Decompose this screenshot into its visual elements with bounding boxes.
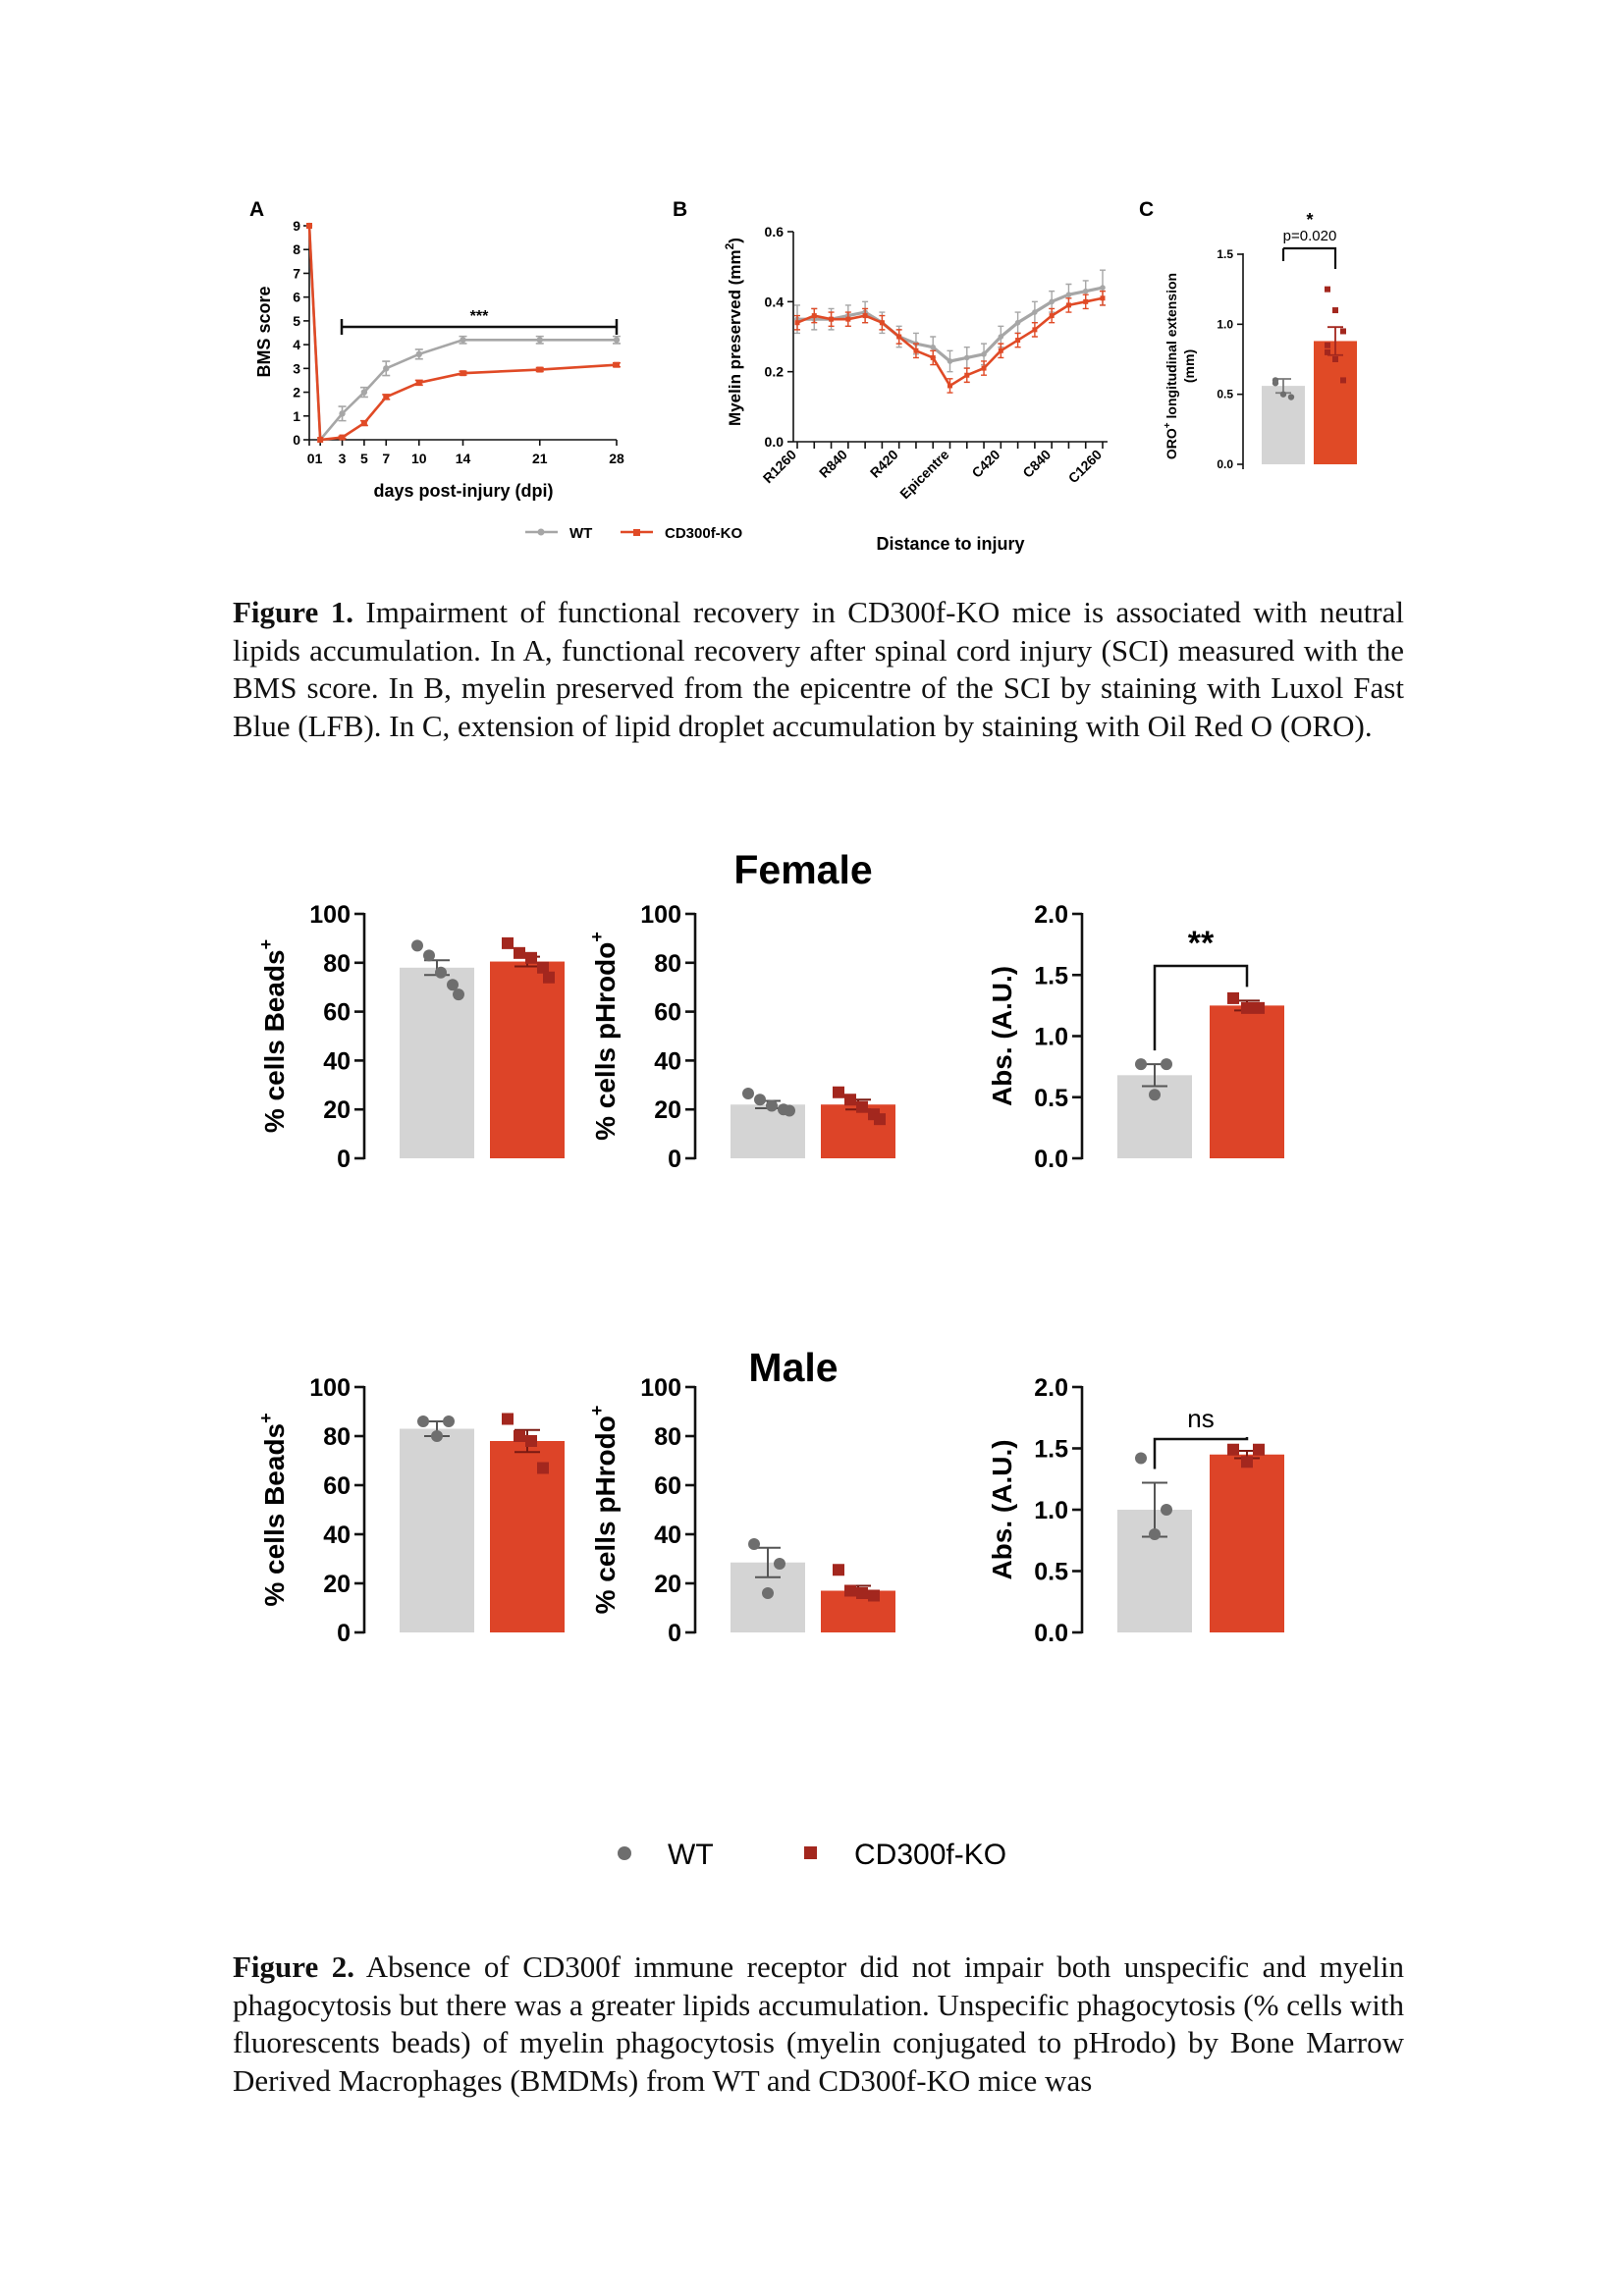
ytick-label: 60 (323, 998, 351, 1027)
panel-b-line-ko (797, 298, 1103, 386)
panel-b-point-ko (863, 313, 868, 318)
figure-2-panel-female-abs (987, 901, 1284, 1173)
point-wt (443, 1415, 455, 1427)
panel-b-point-ko (1032, 327, 1037, 332)
ytick-label: 0.0 (1034, 1620, 1068, 1647)
ytick-label: 40 (323, 1047, 351, 1076)
ytick-label: 40 (654, 1522, 681, 1549)
point-ko (1241, 1456, 1253, 1468)
point-ko (856, 1587, 868, 1599)
panel-b-point-ko (829, 317, 834, 322)
point-wt (1135, 1058, 1147, 1070)
panel-a-point-wt (339, 410, 345, 416)
ytick-label: 0.5 (1034, 1558, 1068, 1586)
panel-a-point-wt (614, 337, 620, 343)
panel-b-ytick-label: 0.6 (764, 224, 784, 240)
panel-a-point-wt (537, 337, 543, 343)
panel-b-point-ko (880, 320, 885, 325)
figure-1-caption-text: Impairment of functional recovery in CD300f-KO mice is associated with neutral lipids accumulation. In A, functional recovery after spinal cord injury (SCI) measured with the BMS score. In B, myelin preserved from the epicentre of the SCI by staining with Luxol Fast Blue (LFB). In C, extension of lipid droplet accumulation by staining with Oil Red O (ORO). (233, 595, 1405, 743)
figure-1-caption-label: Figure 1. (233, 595, 353, 629)
panel-a-point-ko (537, 367, 543, 373)
ytick-label: 2.0 (1034, 901, 1068, 929)
panel-a-ytick-label: 7 (293, 265, 300, 282)
ytick-label: 60 (323, 1472, 351, 1500)
panel-c-point-ko (1325, 343, 1330, 348)
panel-c-ytick-label: 0.0 (1217, 457, 1233, 471)
bar-ko (1210, 1455, 1284, 1632)
y-axis-label: % cells pHrodo+ (587, 932, 621, 1141)
panel-c-bars (1262, 287, 1357, 464)
y-axis-label: Abs. (A.U.) (987, 1439, 1017, 1580)
ytick-label: 1.0 (1034, 1497, 1068, 1524)
ytick-label: 80 (654, 1423, 681, 1451)
point-ko (833, 1087, 844, 1098)
point-ko (856, 1101, 868, 1113)
panel-c-sig-bracket (1283, 210, 1337, 269)
panel-c-point-ko (1325, 349, 1330, 355)
ytick-label: 1.0 (1034, 1023, 1068, 1051)
panel-b-point-ko (812, 313, 817, 318)
panel-b-point-wt (1066, 292, 1072, 297)
legend-ko-label: CD300f-KO (665, 525, 743, 542)
panel-a-xtick-label: 3 (338, 451, 347, 466)
panel-b-point-ko (947, 383, 952, 388)
point-wt (423, 949, 435, 961)
panel-c-ytick-label: 1.0 (1217, 317, 1233, 332)
point-ko (1253, 1002, 1265, 1014)
ytick-label: 80 (323, 1423, 351, 1451)
figure-2-panels (256, 901, 1284, 1647)
point-ko (1253, 1444, 1265, 1456)
point-ko (537, 1463, 549, 1474)
panel-b-point-ko (964, 373, 969, 378)
panel-a-sig: *** (469, 308, 489, 325)
point-wt (762, 1587, 774, 1599)
panel-b-series (794, 270, 1106, 393)
panel-c-ytick-label: 0.5 (1217, 387, 1233, 401)
panel-b-xtick-label: C420 (968, 446, 1003, 481)
panel-c-bar-wt (1262, 386, 1305, 464)
point-wt (1161, 1058, 1172, 1070)
panel-a-point-wt (383, 365, 389, 371)
y-axis-label: Abs. (A.U.) (987, 965, 1017, 1107)
panel-a-sig-bracket (342, 308, 617, 335)
panel-b-point-ko (845, 317, 850, 322)
panel-a-point-ko (614, 362, 620, 368)
figure-1-caption (233, 594, 1404, 745)
point-ko (844, 1094, 856, 1105)
figure-2-title-female: Female (733, 847, 873, 892)
panel-c-yticks (1217, 247, 1243, 471)
point-ko (874, 1113, 886, 1125)
panel-b-xtick-label: R420 (866, 446, 901, 481)
point-wt (754, 1094, 766, 1105)
y-axis-label: % cells Beads+ (256, 938, 290, 1134)
panel-c-sig: * (1306, 210, 1314, 230)
panel-b (673, 198, 1108, 554)
point-ko (844, 1585, 856, 1597)
panel-b-point-wt (1083, 289, 1089, 294)
ytick-label: 20 (654, 1571, 681, 1598)
point-ko (543, 972, 555, 984)
ytick-label: 60 (654, 1472, 681, 1500)
panel-b-point-ko (999, 348, 1003, 353)
panel-b-xtick-label: C840 (1019, 446, 1055, 481)
panel-c-ylabel: ORO+ longitudinal extension (1163, 272, 1179, 460)
point-wt (1161, 1504, 1172, 1516)
point-wt (411, 939, 423, 951)
ytick-label: 0 (668, 1620, 681, 1647)
panel-b-point-wt (964, 355, 970, 361)
panel-a-xticks (307, 440, 624, 466)
panel-a-point-ko (361, 420, 367, 426)
bar-wt (1117, 1075, 1192, 1158)
panel-b-ylabel: Myelin preserved $(mm^2)$ (723, 238, 744, 426)
panel-c-point-ko (1332, 356, 1338, 362)
legend-ko-marker (633, 529, 640, 536)
panel-b-point-wt (1100, 285, 1106, 291)
panel-a-point-wt (460, 337, 465, 343)
figure-1-legend (525, 525, 743, 542)
panel-b-point-ko (1101, 295, 1106, 300)
bar-ko (490, 1441, 565, 1632)
figure-2-title-male: Male (748, 1345, 839, 1390)
legend-wt-label: WT (569, 525, 593, 542)
panel-b-point-wt (1032, 309, 1038, 315)
figure-2-caption-text: Absence of CD300f immune receptor did not impair both unspecific and myelin phagocytosis but there was a greater lipids accumulation. Unspecific phagocytosis (% cells with fluorescents beads) of myelin phagocytosis (myelin conjugated to pHrodo) by Bone Marrow Derived Macrophages (BMDMs) from WT and CD300f-KO mice was (233, 1949, 1404, 2098)
panel-b-point-wt (930, 345, 936, 350)
panel-a-point-ko (306, 223, 312, 229)
ytick-label: 100 (640, 901, 681, 929)
panel-b-ytick-label: 0.0 (764, 434, 784, 450)
panel-b-point-wt (947, 358, 953, 364)
panel-b-xtick-label: C1260 (1064, 446, 1106, 487)
panel-a-xtick-label: 28 (609, 451, 624, 466)
panel-a-point-wt (361, 389, 367, 395)
panel-a-xtick-label: 5 (359, 451, 368, 466)
ytick-label: 2.0 (1034, 1374, 1068, 1402)
panel-c-point-ko (1332, 307, 1338, 313)
point-ko (525, 952, 537, 964)
figure-2-panel-male-beads (256, 1374, 565, 1647)
point-ko (833, 1564, 844, 1575)
legend-ko-label: CD300f-KO (854, 1839, 1007, 1871)
panel-a-point-ko (383, 394, 389, 400)
ytick-label: 1.5 (1034, 962, 1068, 990)
figure-2-panel-male-abs (987, 1374, 1284, 1647)
ytick-label: 20 (654, 1096, 681, 1125)
legend-ko-marker (804, 1846, 817, 1859)
panel-b-point-ko (1050, 313, 1055, 318)
point-wt (1135, 1453, 1147, 1465)
point-wt (774, 1558, 785, 1570)
point-ko (525, 1435, 537, 1447)
panel-c-point-ko (1340, 377, 1346, 383)
bar-wt (400, 1429, 474, 1633)
legend-wt-label: WT (668, 1839, 714, 1871)
point-ko (514, 1430, 525, 1442)
panel-a-xtick-label: 21 (531, 451, 548, 466)
y-axis-label: % cells Beads+ (256, 1413, 290, 1607)
ytick-label: 80 (654, 949, 681, 978)
panel-a-line-wt (309, 226, 617, 440)
panel-b-point-ko (982, 366, 987, 371)
point-ko (502, 937, 514, 949)
panel-a-ytick-label: 4 (293, 337, 300, 353)
panel-b-xtick-label: R1260 (759, 446, 800, 487)
y-axis-label: % cells pHrodo+ (587, 1405, 621, 1615)
ytick-label: 60 (654, 998, 681, 1027)
panel-b-label: B (673, 198, 688, 221)
point-wt (1149, 1089, 1161, 1100)
panel-a-point-ko (340, 435, 346, 441)
panel-c-label: C (1139, 198, 1155, 221)
panel-a-ytick-label: 8 (293, 241, 300, 258)
panel-b-xlabel: Distance to injury (876, 534, 1025, 554)
point-wt (417, 1415, 429, 1427)
ytick-label: 20 (323, 1096, 351, 1125)
panel-b-xticks (760, 442, 1106, 502)
bar-ko (490, 962, 565, 1158)
panel-b-point-wt (1015, 320, 1021, 326)
ytick-label: 0.0 (1034, 1146, 1068, 1173)
ytick-label: 80 (323, 949, 351, 978)
legend-wt-marker (618, 1846, 631, 1860)
figure-2-legend (618, 1839, 1006, 1871)
panel-a-ytick-label: 6 (293, 289, 300, 305)
figure-2-panel-male-phrodo (587, 1374, 895, 1647)
panel-b-point-ko (1083, 299, 1088, 304)
figure-2-panel-female-beads (256, 901, 565, 1173)
panel-a-ytick-label: 3 (293, 360, 300, 377)
panel-a-ytick-label: 2 (293, 384, 300, 400)
ytick-label: 100 (309, 1374, 351, 1402)
ytick-label: 0.5 (1034, 1084, 1068, 1112)
panel-b-point-ko (1015, 338, 1020, 343)
bar-ko (1210, 1005, 1284, 1158)
panel-b-point-wt (999, 334, 1004, 340)
panel-b-point-ko (1066, 302, 1071, 307)
panel-a-xtick-label: 7 (382, 451, 391, 466)
point-wt (435, 967, 447, 979)
point-wt (766, 1099, 778, 1111)
panel-c-point-ko (1325, 287, 1330, 293)
panel-c-point-ko (1340, 328, 1346, 334)
point-wt (742, 1088, 754, 1099)
ytick-label: 0 (668, 1146, 681, 1173)
panel-a (249, 198, 624, 501)
point-wt (447, 979, 459, 990)
point-ko (502, 1414, 514, 1425)
point-ko (1227, 992, 1239, 1004)
panel-a-series (306, 223, 621, 443)
panel-b-point-wt (981, 351, 987, 357)
panel-a-ytick-label: 5 (293, 312, 300, 329)
point-wt (748, 1538, 760, 1550)
point-ko (1227, 1444, 1239, 1456)
ytick-label: 0 (337, 1146, 351, 1173)
figure-1 (226, 187, 1424, 579)
point-wt (1149, 1528, 1161, 1540)
panel-b-ytick-label: 0.4 (764, 294, 784, 310)
point-ko (868, 1590, 880, 1602)
sig-label: ** (1187, 925, 1215, 962)
panel-b-point-wt (1049, 299, 1055, 305)
panel-a-xtick-label: 01 (306, 451, 323, 466)
panel-a-ytick-label: 1 (293, 407, 300, 424)
point-ko (514, 947, 525, 959)
panel-b-point-ko (795, 320, 800, 325)
panel-b-xtick-label: Epicentre (896, 446, 952, 503)
panel-a-xtick-label: 10 (410, 451, 427, 466)
panel-a-point-wt (416, 351, 422, 357)
panel-b-point-ko (896, 335, 901, 340)
panel-b-ytick-label: 0.2 (764, 363, 784, 380)
panel-a-point-ko (317, 437, 323, 443)
point-wt (453, 988, 464, 1000)
ytick-label: 100 (309, 901, 351, 929)
figure-2-caption-label: Figure 2. (233, 1949, 354, 1984)
panel-b-xtick-label: R840 (815, 446, 850, 481)
panel-c-ytick-label: 1.5 (1217, 247, 1233, 261)
panel-a-line-ko (309, 226, 617, 440)
panel-a-xlabel: days post-injury (dpi) (373, 481, 554, 501)
panel-a-label: A (249, 198, 265, 221)
panel-c-ylabel-unit: (mm) (1181, 348, 1197, 384)
panel-a-ytick-label: 0 (293, 432, 300, 448)
point-wt (784, 1104, 795, 1116)
panel-a-yticks (293, 218, 309, 448)
ytick-label: 40 (323, 1522, 351, 1549)
ytick-label: 20 (323, 1571, 351, 1598)
figure-2-panel-female-phrodo (587, 901, 895, 1173)
panel-a-xtick-label: 14 (455, 451, 471, 466)
panel-c-point-wt (1272, 380, 1278, 386)
sig-label: ns (1187, 1404, 1215, 1433)
panel-a-ytick-label: 9 (293, 218, 300, 234)
panel-b-point-ko (913, 348, 918, 353)
figure-2-caption (233, 1949, 1404, 2100)
panel-a-ylabel: BMS score (254, 286, 274, 378)
ytick-label: 1.5 (1034, 1435, 1068, 1464)
ytick-label: 100 (640, 1374, 681, 1402)
legend-wt-marker (538, 529, 545, 536)
ytick-label: 0 (337, 1620, 351, 1647)
panel-c-point-wt (1280, 391, 1286, 397)
panel-a-point-ko (460, 370, 466, 376)
figure-2 (226, 834, 1355, 1895)
panel-c (1139, 198, 1357, 471)
panel-c-point-wt (1288, 394, 1294, 400)
panel-c-pvalue: p=0.020 (1282, 228, 1337, 244)
point-ko (1241, 1002, 1253, 1014)
point-wt (431, 1430, 443, 1442)
panel-b-point-ko (931, 355, 936, 360)
panel-a-point-ko (416, 380, 422, 386)
ytick-label: 40 (654, 1047, 681, 1076)
panel-b-yticks (765, 224, 793, 450)
